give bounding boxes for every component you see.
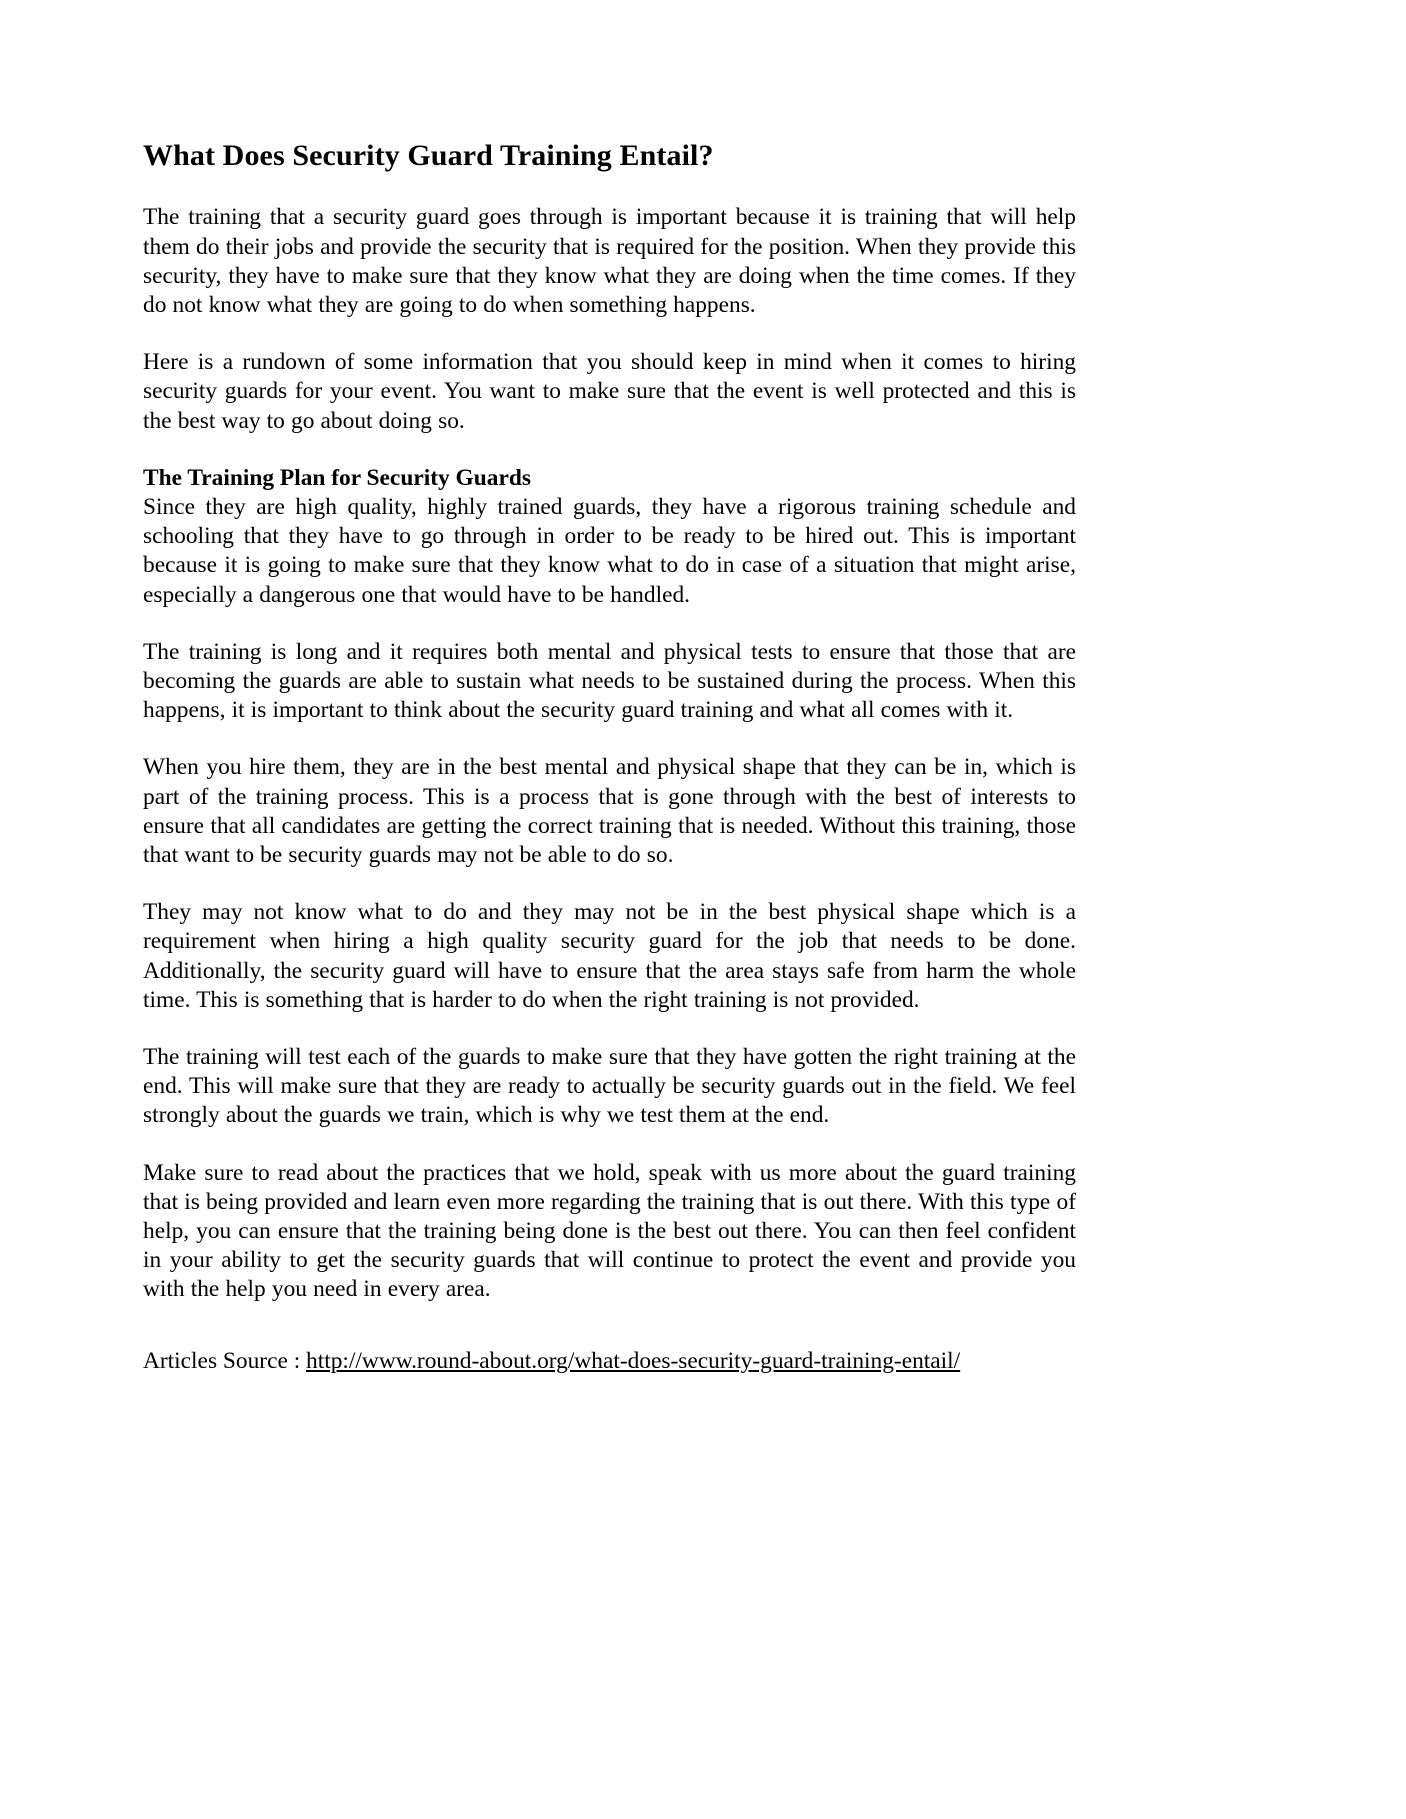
body-paragraph: The training will test each of the guards to make sure that they have gotten the right training at the end. This will make sure that they are ready to actually be security guards out in the field. We feel strongly about the guards we train, which is why we test them at the end. (143, 1044, 1076, 1129)
body-paragraph: Make sure to read about the practices that we hold, speak with us more about the guard training that is being provided and learn even more regarding the training that is out there. With this type of help, you can ensure that the training being done is the best out there. You can then feel confident in your ability to get the security guards that will continue to protect the event and provide you with the help you need in every area. (143, 1159, 1076, 1303)
section-subheading: The Training Plan for Security Guards (143, 464, 531, 491)
body-paragraph: Here is a rundown of some information that you should keep in mind when it comes to hiring security guards for your event. You want to make sure that the event is well protected and this is the best way to go about doing so. (143, 349, 1076, 434)
body-paragraph: The training is long and it requires both mental and physical tests to ensure that those that are becoming the guards are able to sustain what needs to be sustained during the process. When this happens, it is important to think about the security guard training and what all comes with it. (143, 638, 1076, 724)
body-paragraph: They may not know what to do and they may not be in the best physical shape which is a requirement when hiring a high quality security guard for the job that needs to be done. Additionally, the security guard will have to ensure that the area stays safe from harm the whole time. This is something that is harder to do when the right training is not provided. (143, 899, 1076, 1013)
article-source-line (143, 1347, 1076, 1376)
article-source-label: Articles Source : (143, 1347, 307, 1374)
body-paragraph: The training that a security guard goes through is important because it is training that will help them do their jobs and provide the security that is required for the position. When they provide this security, they have to make sure that they know what they are doing when the time comes. If they do not know what they are going to do when something happens. (143, 204, 1076, 318)
page-title: What Does Security Guard Training Entail? (143, 139, 714, 172)
article-source-link[interactable]: http://www.round-about.org/what-does-security-guard-training-entail/ (306, 1347, 961, 1374)
document-body (143, 138, 1076, 1376)
body-paragraph: When you hire them, they are in the best mental and physical shape that they can be in, which is part of the training process. This is a process that is gone through with the best of interests to ensure that all candidates are getting the correct training that is needed. Without this training, those that want to be security guards may not be able to do so. (143, 754, 1076, 869)
body-paragraph: Since they are high quality, highly trained guards, they have a rigorous training schedule and schooling that they have to go through in order to be ready to be hired out. This is important because it is going to make sure that they know what to do in case of a situation that might arise, especially a dangerous one that would have to be handled. (143, 494, 1076, 608)
